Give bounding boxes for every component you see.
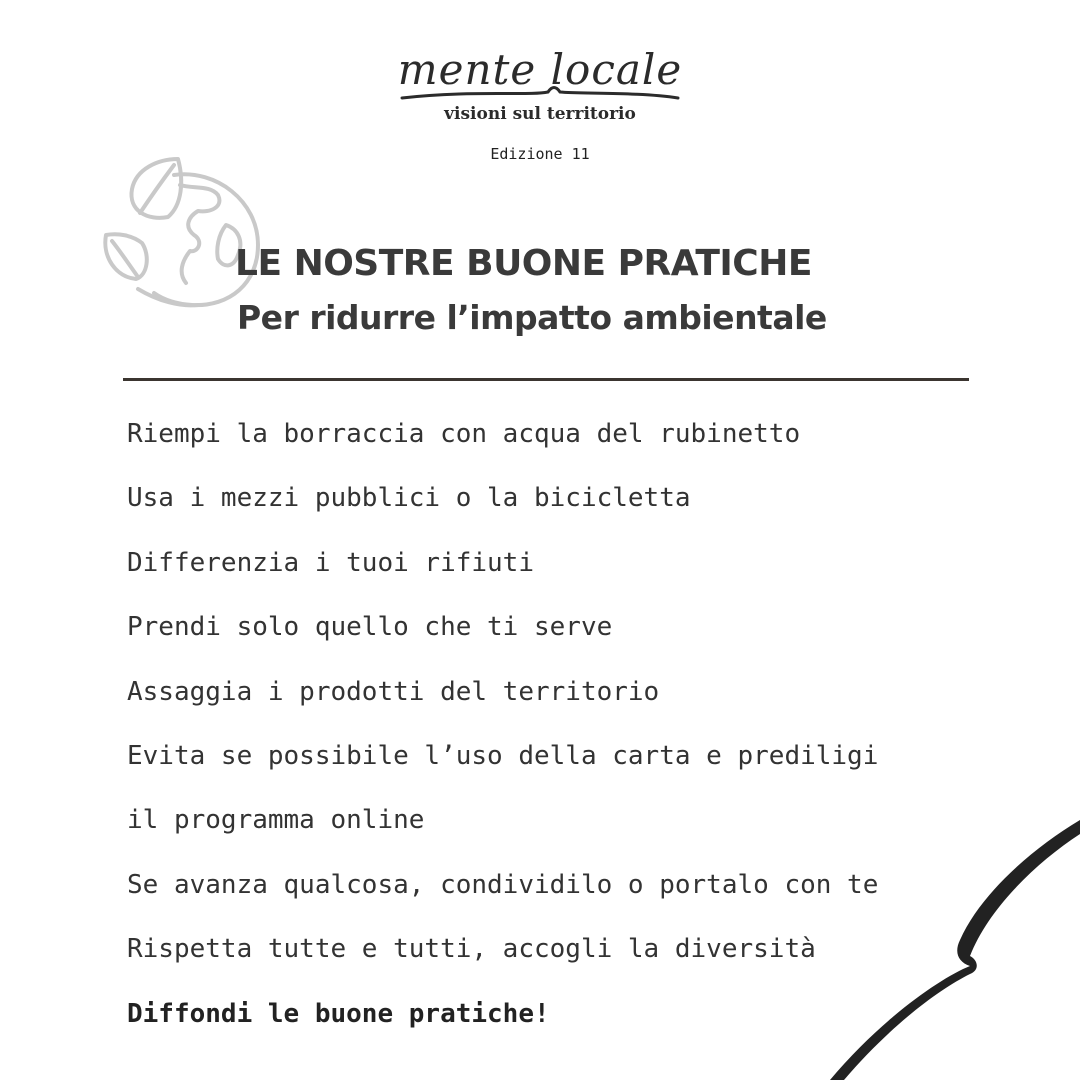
- practices-list: [127, 412, 878, 1056]
- logo-wordmark: mente locale: [397, 45, 683, 94]
- list-item: Differenzia i tuoi rifiuti: [127, 547, 534, 578]
- globe-leaf-icon: [98, 155, 268, 315]
- list-item: il programma online: [127, 805, 425, 836]
- list-item: Rispetta tutte e tutti, accogli la diversità: [127, 934, 816, 965]
- list-item: Se avanza qualcosa, condividilo o portalo con te: [127, 869, 879, 900]
- closing-statement: Diffondi le buone pratiche!: [127, 998, 550, 1029]
- page-subtitle: Per ridurre l’impatto ambientale: [237, 298, 827, 337]
- divider: [123, 378, 969, 381]
- edition-label: Edizione 11: [490, 145, 590, 163]
- swoosh-decoration: [820, 800, 1080, 1080]
- list-item: Assaggia i prodotti del territorio: [127, 676, 660, 707]
- page-title: LE NOSTRE BUONE PRATICHE: [235, 243, 812, 284]
- list-item: Riempi la borraccia con acqua del rubinetto: [127, 419, 801, 449]
- logo-tagline: visioni sul territorio: [444, 104, 636, 124]
- list-item: Evita se possibile l’uso della carta e prediligi: [127, 740, 879, 771]
- list-item: Prendi solo quello che ti serve: [127, 612, 613, 643]
- list-item: Usa i mezzi pubblici o la bicicletta: [127, 483, 691, 514]
